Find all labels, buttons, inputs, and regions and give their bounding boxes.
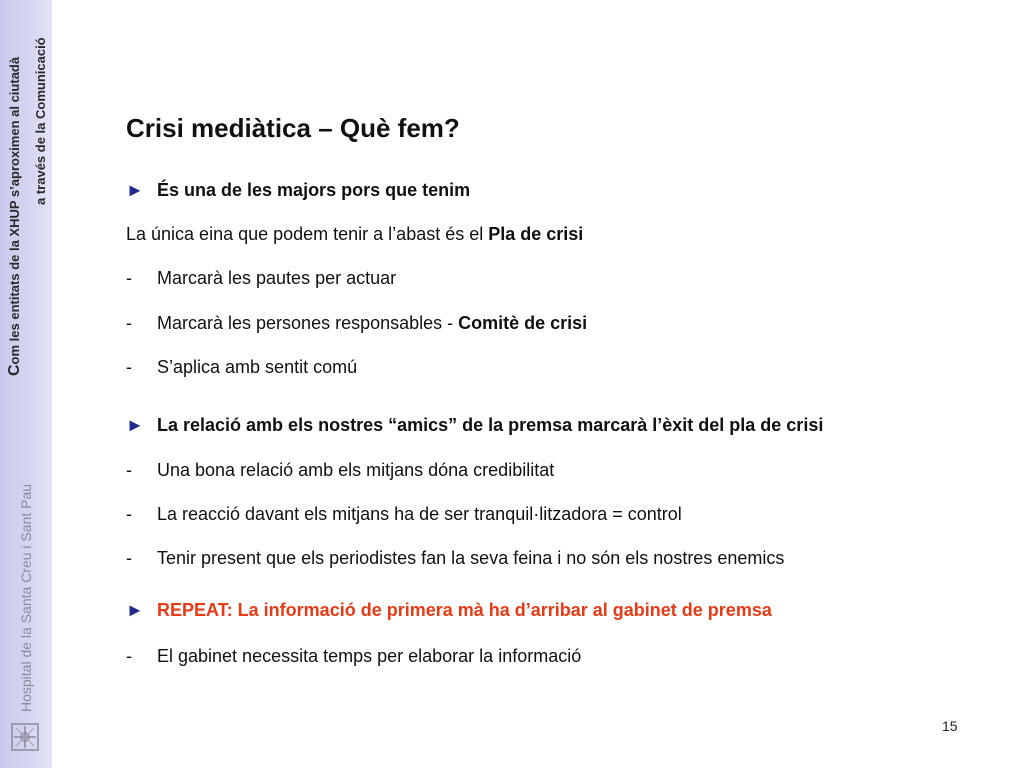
list-item-text: El gabinet necessita temps per elaborar la informació	[157, 646, 582, 666]
sidebar-title-initial: C	[6, 364, 23, 376]
list-item	[126, 460, 554, 481]
list-item-bold: Comitè de crisi	[458, 313, 588, 333]
list-item	[126, 357, 357, 378]
sidebar-title-line1	[6, 57, 24, 376]
triangle-bullet-icon: ►	[126, 600, 144, 620]
list-item-text: Una bona relació amb els mitjans dóna credibilitat	[157, 460, 555, 480]
dash-bullet: -	[126, 460, 132, 480]
sidebar-hospital-name: Hospital de la Santa Creu i Sant Pau	[18, 483, 34, 712]
list-item-text: Tenir present que els periodistes fan la seva feina i no són els nostres enemics	[157, 548, 785, 568]
section1-intro	[126, 224, 583, 245]
section3-heading	[126, 600, 772, 621]
list-item	[126, 504, 682, 525]
triangle-bullet-icon: ►	[126, 415, 144, 435]
section3-heading-text: REPEAT: La informació de primera mà ha d’arribar al gabinet de premsa	[157, 600, 772, 620]
list-item-text: S’aplica amb sentit comú	[157, 357, 358, 377]
dash-bullet: -	[126, 504, 132, 524]
dash-bullet: -	[126, 313, 132, 333]
section1-intro-text: La única eina que podem tenir a l’abast és el	[126, 224, 489, 244]
list-item	[126, 548, 784, 569]
list-item	[126, 268, 396, 289]
dash-bullet: -	[126, 646, 132, 666]
sidebar-title-line2: a través de la Comunicació	[33, 37, 48, 205]
dash-bullet: -	[126, 548, 132, 568]
triangle-bullet-icon: ►	[126, 180, 144, 200]
list-item-text: La reacció davant els mitjans ha de ser tranquil·litzadora = control	[157, 504, 682, 524]
dash-bullet: -	[126, 268, 132, 288]
list-item-text: Marcarà les persones responsables -	[157, 313, 459, 333]
section1-heading	[126, 180, 470, 201]
list-item	[126, 646, 581, 667]
list-item	[126, 313, 587, 334]
slide-title: Crisi mediàtica – Què fem?	[126, 113, 460, 143]
dash-bullet: -	[126, 357, 132, 377]
section2-heading	[126, 415, 823, 436]
sidebar-title-line1-text: om les entitats de la XHUP s’aproximen al ciutadà	[7, 56, 22, 365]
list-item-text: Marcarà les pautes per actuar	[157, 268, 397, 288]
section1-heading-text: És una de les majors pors que tenim	[157, 180, 471, 200]
section2-heading-text: La relació amb els nostres “amics” de la premsa marcarà l’èxit del pla de crisi	[157, 415, 824, 435]
section1-intro-bold: Pla de crisi	[488, 224, 584, 244]
page-number: 15	[942, 718, 958, 734]
hospital-logo-icon	[10, 722, 40, 752]
